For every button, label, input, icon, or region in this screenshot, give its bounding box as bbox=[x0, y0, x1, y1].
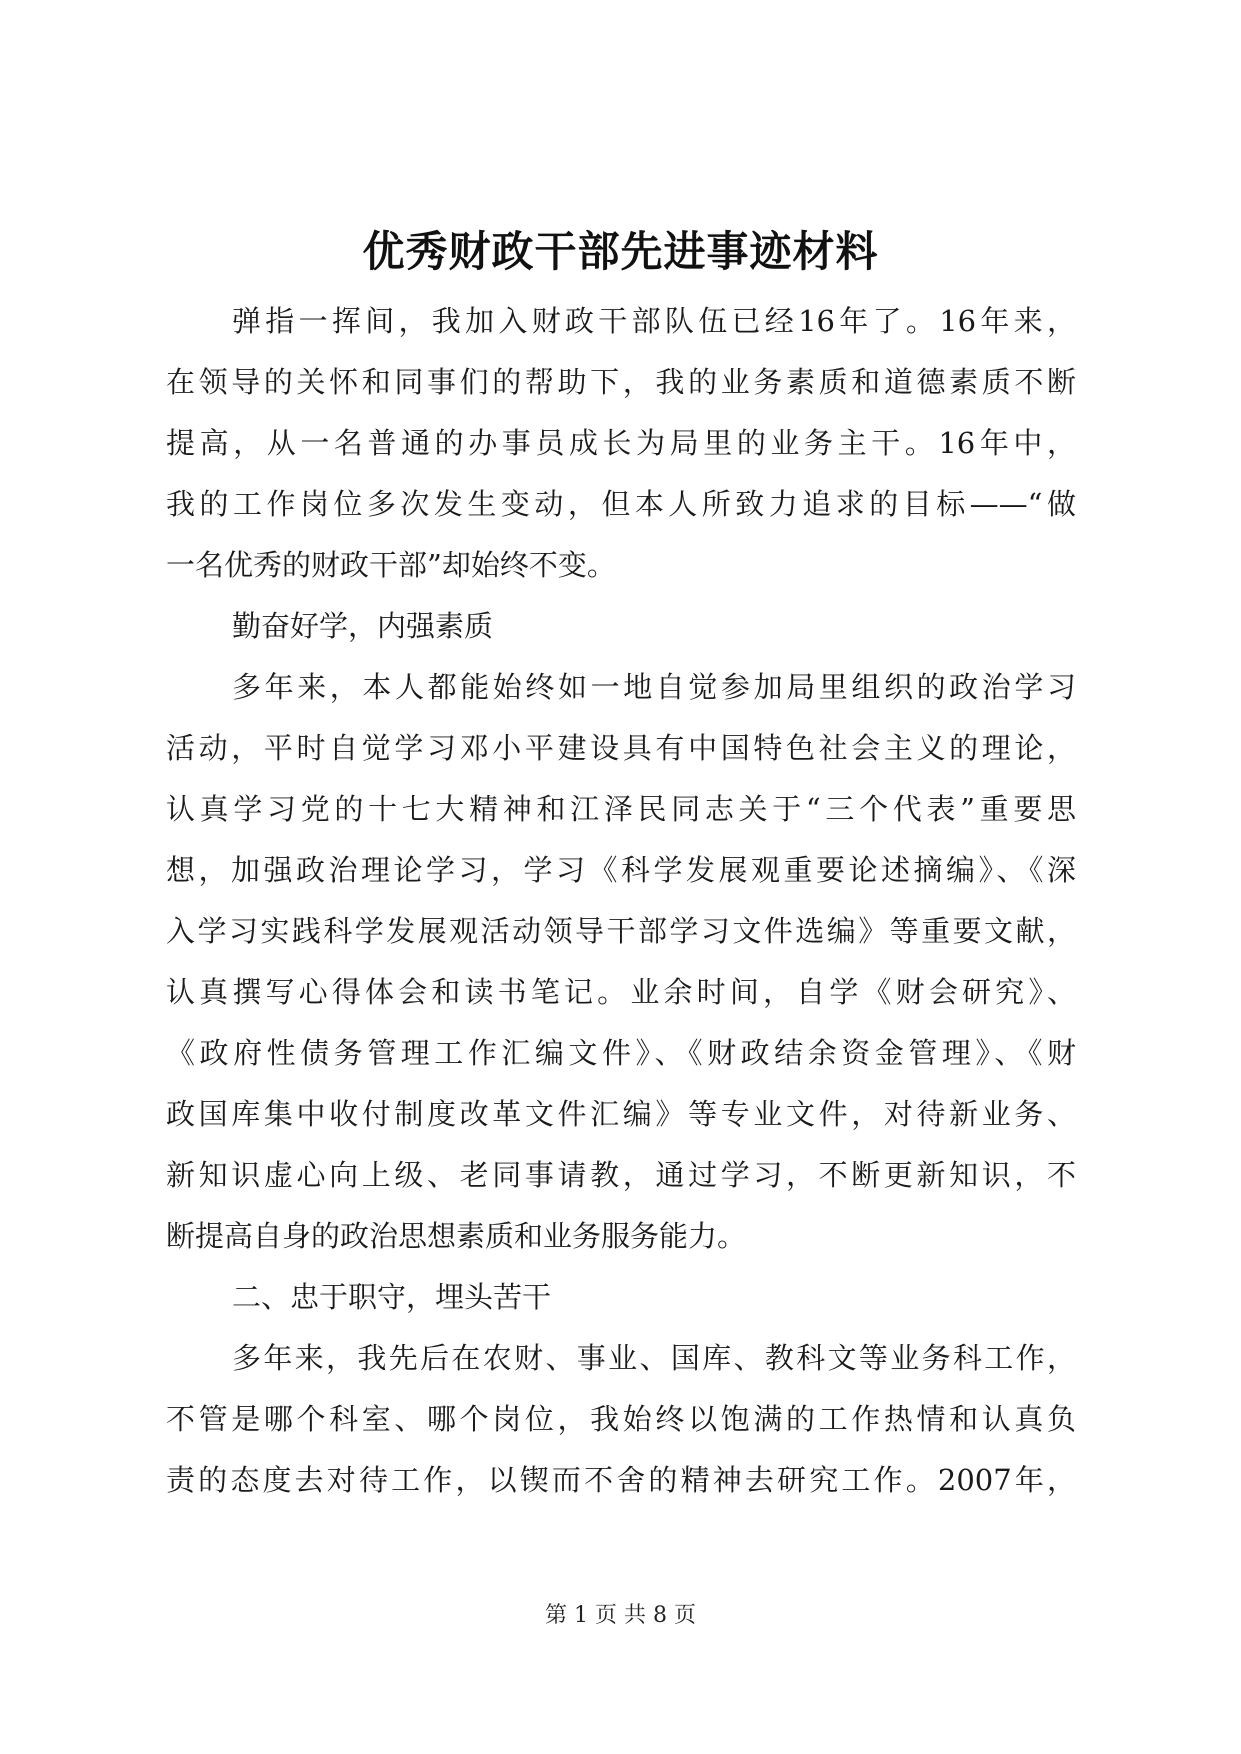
paragraph-line: 活动，平时自觉学习邓小平建设具有中国特色社会主义的理论， bbox=[166, 731, 1076, 765]
paragraph-line: 《政府性债务管理工作汇编文件》、《财政结余资金管理》、《财 bbox=[166, 1036, 1076, 1070]
document-body bbox=[166, 291, 1076, 1511]
paragraph-line: 想，加强政治理论学习，学习《科学发展观重要论述摘编》、《深 bbox=[166, 853, 1076, 887]
paragraph-line: 不管是哪个科室、哪个岗位，我始终以饱满的工作热情和认真负 bbox=[166, 1402, 1076, 1436]
paragraph-line: 多年来，我先后在农财、事业、国库、教科文等业务科工作， bbox=[232, 1341, 1076, 1375]
paragraph-line: 新知识虚心向上级、老同事请教，通过学习，不断更新知识，不 bbox=[166, 1158, 1076, 1192]
paragraph-line: 断提高自身的政治思想素质和业务服务能力。 bbox=[166, 1219, 747, 1253]
paragraph-line: 政国库集中收付制度改革文件汇编》等专业文件，对待新业务、 bbox=[166, 1097, 1076, 1131]
paragraph-line: 责的态度去对待工作，以锲而不舍的精神去研究工作。2007年， bbox=[166, 1463, 1076, 1497]
paragraph-line: 提高，从一名普通的办事员成长为局里的业务主干。16年中， bbox=[166, 426, 1076, 460]
paragraph-line: 认真撰写心得体会和读书笔记。业余时间，自学《财会研究》、 bbox=[166, 975, 1076, 1009]
paragraph-line: 多年来，本人都能始终如一地自觉参加局里组织的政治学习 bbox=[232, 670, 1076, 704]
paragraph-line: 一名优秀的财政干部”却始终不变。 bbox=[166, 548, 616, 582]
paragraph-line: 入学习实践科学发展观活动领导干部学习文件选编》等重要文献， bbox=[166, 914, 1076, 948]
section-heading: 勤奋好学，内强素质 bbox=[232, 609, 494, 643]
document-title: 优秀财政干部先进事迹材料 bbox=[362, 227, 879, 276]
page-number-footer: 第 1 页 共 8 页 bbox=[545, 1603, 696, 1628]
paragraph-line: 我的工作岗位多次发生变动，但本人所致力追求的目标——“做 bbox=[166, 487, 1076, 521]
paragraph-line: 弹指一挥间，我加入财政干部队伍已经16年了。16年来， bbox=[232, 304, 1076, 338]
section-heading: 二、忠于职守，埋头苦干 bbox=[232, 1280, 552, 1314]
paragraph-line: 认真学习党的十七大精神和江泽民同志关于“三个代表”重要思 bbox=[166, 792, 1076, 826]
paragraph-line: 在领导的关怀和同事们的帮助下，我的业务素质和道德素质不断 bbox=[166, 365, 1076, 399]
